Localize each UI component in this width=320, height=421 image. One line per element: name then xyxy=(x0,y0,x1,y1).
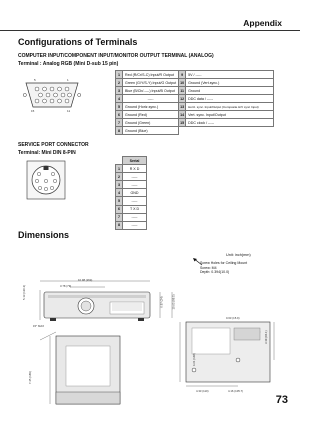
table-row: 3 ----- xyxy=(116,181,147,189)
table-row: 1 R X D xyxy=(116,165,147,173)
table-row: 6 Ground (Red) 14 Vert. sync. Input/Output xyxy=(116,111,274,119)
vga-heading: COMPUTER INPUT/COMPONENT INPUT/MONITOR OUTPUT TERMINAL (ANALOG) xyxy=(18,53,214,59)
screw-arrow-icon xyxy=(193,258,203,266)
unit-label: Unit: inch(mm) xyxy=(226,253,251,257)
table-row: 7 ----- xyxy=(116,213,147,221)
table-row: 3 Blue (B/Cb/-----) Input/B Output 11 Ground xyxy=(116,87,274,95)
dim-r-right: 3.39 (86.1) xyxy=(264,330,268,344)
svg-text:11: 11 xyxy=(67,109,71,113)
dim-side-tilt: 15° MAX xyxy=(33,324,45,328)
dim-left-height: 5.13 (130.3) xyxy=(22,284,26,300)
dim-top-inner: 3.78 (79) xyxy=(60,284,72,288)
front-view-drawing xyxy=(30,278,180,326)
table-row: 5 Ground (Horiz.sync.) 13 Horiz. sync. Input/Output (Composite H/V sync Input) xyxy=(116,103,274,111)
page-number: 73 xyxy=(275,394,288,406)
screw-note: Screw Holes for Ceiling Mount Screw: M4 Depth: 0.394(10.0) xyxy=(200,261,248,275)
svg-text:15: 15 xyxy=(31,109,35,113)
table-row: 5 ----- xyxy=(116,197,147,205)
service-heading: SERVICE PORT CONNECTOR xyxy=(18,142,89,148)
dim-r-height: 6.61 (168) xyxy=(192,353,196,366)
dim-r-top: 0.63 (15.9) xyxy=(226,316,240,320)
vga-pin-table xyxy=(115,70,274,135)
table-row: 8 ----- xyxy=(116,221,147,229)
table-row: 2 Green (G/Y/S-Y) Input/G Output 10 Ground (Vert.sync.) xyxy=(116,79,274,87)
table-row: 4 ----- 12 DDC data / ----- xyxy=(116,95,274,103)
vga-terminal-label: Terminal : Analog RGB (Mini D-sub 15 pin) xyxy=(18,61,119,67)
table-row: 6 T X D xyxy=(116,205,147,213)
dim-top-right2: 10.63 (99.5) xyxy=(171,294,176,310)
svg-text:1: 1 xyxy=(67,78,69,82)
table-row: 8 Ground (Blue) xyxy=(116,127,274,135)
table-row: 2 ----- xyxy=(116,173,147,181)
table-row: 7 Ground (Green) 15 DDC clock / ----- xyxy=(116,119,274,127)
page-title: Configurations of Terminals xyxy=(18,37,138,47)
dimensions-title: Dimensions xyxy=(18,230,70,240)
dim-top-width: 10.98 (264) xyxy=(78,278,93,282)
service-terminal-label: Terminal: Mini DIN 8-PIN xyxy=(18,150,76,156)
table-row: 4 GND xyxy=(116,189,147,197)
dim-side-height: 7.45 (189) xyxy=(28,371,32,384)
dim-r-b2: 4.16 (105.7) xyxy=(228,389,244,393)
header-rule xyxy=(0,30,300,31)
section-header: Appendix xyxy=(243,18,282,28)
svg-text:5: 5 xyxy=(34,78,36,82)
dim-top-right: 0.97 (24) xyxy=(159,296,164,308)
service-pin-table: Serial 1 R X D 2 ----- 3 ----- 4 GND 5 ----- 6 T X D 7 ----- 8 ----- xyxy=(115,156,147,230)
dsub-connector-icon xyxy=(23,74,81,116)
dim-r-b1: 4.33 (110) xyxy=(196,389,209,393)
side-view-drawing xyxy=(36,328,126,408)
mini-din-connector-icon xyxy=(26,160,66,200)
table-row: 1 Red (R/Cr/S-C) Input/R Output 9 5V / ----- xyxy=(116,71,274,79)
